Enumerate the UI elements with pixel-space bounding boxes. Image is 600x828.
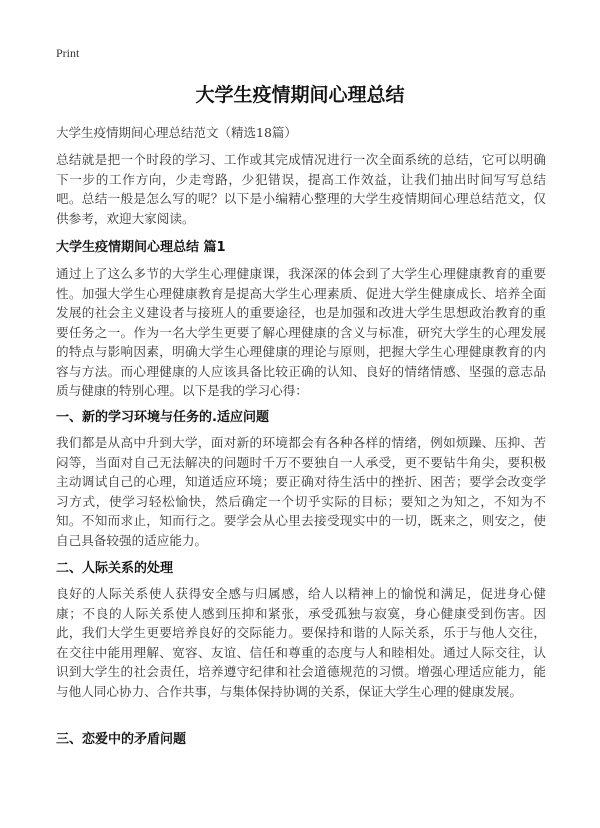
subtitle: 大学生疫情期间心理总结范文（精选18篇）: [56, 125, 297, 140]
paragraph-adaptation: 我们都是从高中升到大学，面对新的环境都会有各种各样的情绪，例如烦躁、压抑、苦闷等，当面对自己无法解决的问题时千万不要独自一人承受，更不要钻牛角尖，要积极主动调试自己的心理，知道适应环境；要正确对待生活中的挫折、困苦；要学会改变学习方式，使学习轻松愉快，然后确定一个切乎实际的目标；要知之为知之，不知为不知。不知而求止，知而行之。要学会从心里去接受现实中的一切，既来之，则安之，使自己具备较强的适应能力。: [56, 435, 546, 548]
section-heading: 大学生疫情期间心理总结 篇1: [56, 240, 226, 255]
intro-paragraph: 总结就是把一个时段的学习、工作或其完成情况进行一次全面系统的总结，它可以明确下一步的工作方向，少走弯路，少犯错误，提高工作效益，让我们抽出时间写写总结吧。总结一般是怎么写的呢？以下是小编精心整理的大学生疫情期间心理总结范文，仅供参考，欢迎大家阅读。: [56, 152, 546, 226]
heading-relationships: 二、人际关系的处理: [56, 561, 174, 576]
paragraph-relationships: 良好的人际关系使人获得安全感与归属感，给人以精神上的愉悦和满足，促进身心健康；不良的人际关系使人感到压抑和紧张，承受孤独与寂寞，身心健康受到伤害。因此，我们大学生更要培养良好的交际能力。要保持和谐的人际关系，乐于与他人交往，在交往中能用理解、宽容、友谊、信任和尊重的态度与人和睦相处。通过人际交往，认识到大学生的社会责任，培养遵守纪律和社会道德规范的习惯。增强心理适应能力，能与他人同心协力、合作共事，与集体保持协调的关系，保证大学生心理的健康发展。: [56, 586, 546, 699]
print-label: Print: [56, 46, 80, 60]
page-title: 大学生疫情期间心理总结: [195, 84, 405, 106]
heading-adaptation: 一、新的学习环境与任务的.适应问题: [56, 410, 269, 425]
heading-romance: 三、恋爱中的矛盾问题: [56, 732, 187, 747]
section-paragraph: 通过上了这么多节的大学生心理健康课，我深深的体会到了大学生心理健康教育的重要性。加强大学生心理健康教育是提高大学生心理素质、促进大学生健康成长、培养全面发展的社会主义建设者与接班人的重要途径，也是加强和改进大学生思想政治教育的重要任务之一。作为一名大学生更要了解心理健康的含义与标准，研究大学生的心理发展的特点与影响因素，明确大学生心理健康的理论与原则，把握大学生心理健康教育的内容与方法。而心理健康的人应该具备比较正确的认知、良好的情绪情感、坚强的意志品质与健康的特别心理。以下是我的学习心得：: [56, 266, 546, 398]
